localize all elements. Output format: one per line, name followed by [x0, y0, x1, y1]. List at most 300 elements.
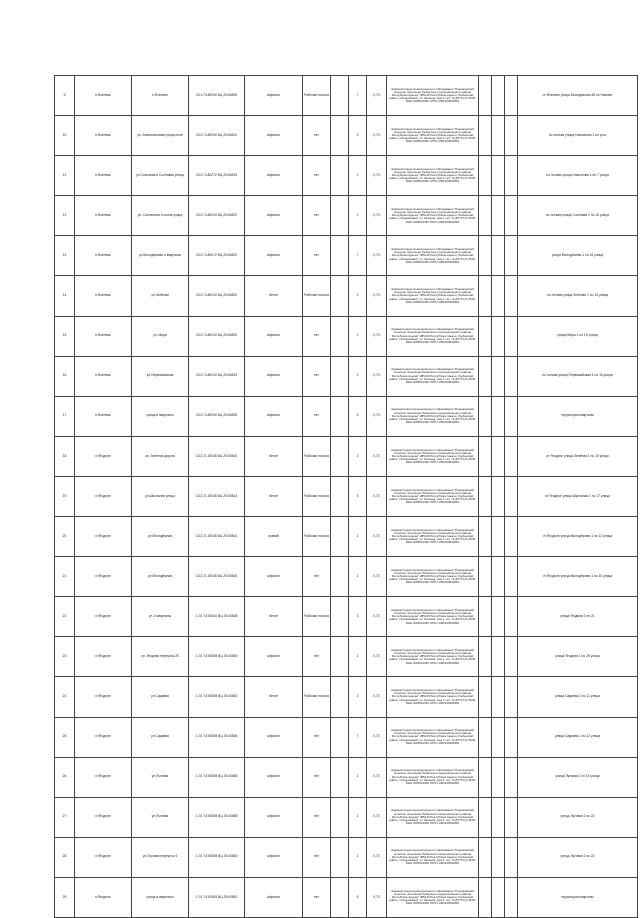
table-row [55, 837, 638, 877]
lanes-cell: 5 [349, 396, 367, 436]
location-cell: от Ягодное улица Зелёная 1 по 15 улица [518, 436, 638, 476]
location-cell: улица Садовая 1 по 22 улица [518, 717, 638, 757]
owner-cell: Администрация муниципального образования "Родниковский сельское поселение Рыбинского муниципального района Республики Адыгея" 385140 Республика Адыгея, Рыбинский район, п.Родниковый, ул. Зеленая, дом 1 тел.: 8-(87772) 9-45-81 ИНН 0105012345 ОГРН 1050100523581 [387, 276, 479, 316]
empty-cell [479, 797, 492, 837]
empty-cell [492, 517, 505, 557]
table-row [55, 436, 638, 476]
surface-cell: нет [303, 757, 331, 797]
owner-cell: Администрация муниципального образования "Родниковский сельское поселение Рыбинского муниципального района Республики Адыгея" 385140 Республика Адыгея, Рыбинский район, п.Родниковый, ул. Зеленая, дом 1 тел.: 8-(87772) 9-45-81 ИНН 0105012345 ОГРН 1050100523581 [387, 757, 479, 797]
table-row [55, 356, 638, 396]
road-category-cell: асфальт [245, 236, 303, 276]
empty-cell [505, 476, 518, 516]
empty-cell [331, 557, 349, 597]
settlement-cell: п.Ягодное [75, 837, 132, 877]
owner-cell: Администрация муниципального образования "Родниковский сельское поселение Рыбинского муниципального района Республики Адыгея" 385140 Республика Адыгея, Рыбинский район, п.Родниковый, ул. Зеленая, дом 1 тел.: 8-(87772) 9-45-81 ИНН 0105012345 ОГРН 1050100523581 [387, 717, 479, 757]
empty-cell [331, 396, 349, 436]
row-number: 19 [55, 476, 75, 516]
empty-cell [331, 517, 349, 557]
surface-cell: нет [303, 356, 331, 396]
empty-cell [492, 637, 505, 677]
location-cell: улица Луговая 1 по 15 улица [518, 757, 638, 797]
empty-cell [331, 116, 349, 156]
empty-cell [331, 797, 349, 837]
street-cell: ул.Сосновая и Сосновая улица [132, 156, 189, 196]
street-cell: ул. Солнечная и сосна улица [132, 196, 189, 236]
lanes-cell: 1 [349, 797, 367, 837]
location-cell: от Ягодное улица Молодёжная 1 по 12 улица [518, 517, 638, 557]
street-cell: ул.Луговая [132, 757, 189, 797]
cadastral-number-cell: С02:74:80040 ВЦ 25:00838 [189, 396, 245, 436]
lanes-cell: 3 [349, 116, 367, 156]
cadastral-number-cell: С 01 74:80045 ВЦ 25:00860 [189, 837, 245, 877]
empty-cell [505, 637, 518, 677]
empty-cell [331, 316, 349, 356]
lanes-cell: 1 [349, 196, 367, 236]
owner-cell: Администрация муниципального образования "Родниковский сельское поселение Рыбинского муниципального района Республики Адыгея" 385140 Республика Адыгея, Рыбинский район, п.Родниковый, ул. Зеленая, дом 1 тел.: 8-(87772) 9-45-81 ИНН 0105012345 ОГРН 1050100523581 [387, 156, 479, 196]
row-number: 28 [55, 837, 75, 877]
cadastral-number-cell: С02:71:20045 ВЦ 25:00844 [189, 517, 245, 557]
empty-cell [479, 436, 492, 476]
row-number: 25 [55, 717, 75, 757]
empty-cell [505, 677, 518, 717]
street-cell: ул.Первомайская [132, 356, 189, 396]
owner-cell: Администрация муниципального образования "Родниковский сельское поселение Рыбинского муниципального района Республики Адыгея" 385140 Республика Адыгея, Рыбинский район, п.Родниковый, ул. Зеленая, дом 1 тел.: 8-(87772) 9-45-81 ИНН 0105012345 ОГРН 1050100523581 [387, 436, 479, 476]
street-cell: ул.Молодёжная [132, 517, 189, 557]
lanes-cell: 1 [349, 316, 367, 356]
lanes-cell: 1 [349, 156, 367, 196]
row-number: 27 [55, 797, 75, 837]
surface-cell: Рабочая полоса [303, 76, 331, 116]
empty-cell [479, 597, 492, 637]
empty-cell [331, 637, 349, 677]
table-row [55, 597, 638, 637]
surface-cell: нет [303, 316, 331, 356]
owner-cell: Администрация муниципального образования "Родниковский сельское поселение Рыбинского муниципального района Республики Адыгея" 385140 Республика Адыгея, Рыбинский район, п.Родниковый, ул. Зеленая, дом 1 тел.: 8-(87772) 9-45-81 ИНН 0105012345 ОГРН 1050100523581 [387, 316, 479, 356]
lanes-cell: 5 [349, 877, 367, 917]
owner-cell: Администрация муниципального образования "Родниковский сельское поселение Рыбинского муниципального района Республики Адыгея" 385140 Республика Адыгея, Рыбинский район, п.Родниковый, ул. Зеленая, дом 1 тел.: 8-(87772) 9-45-81 ИНН 0105012345 ОГРН 1050100523581 [387, 76, 479, 116]
street-cell: ул.Молодёжная [132, 557, 189, 597]
road-category-cell: асфальт [245, 156, 303, 196]
lanes-cell: 1 [349, 757, 367, 797]
length-cell: 0,73 [367, 476, 387, 516]
empty-cell [492, 236, 505, 276]
road-category-cell: бетон [245, 677, 303, 717]
table-row [55, 877, 638, 917]
settlement-cell: п.Ягодное [75, 517, 132, 557]
row-number: 11 [55, 156, 75, 196]
owner-cell: Администрация муниципального образования "Родниковский сельское поселение Рыбинского муниципального района Республики Адыгея" 385140 Республика Адыгея, Рыбинский район, п.Родниковый, ул. Зеленая, дом 1 тел.: 8-(87772) 9-45-81 ИНН 0105012345 ОГРН 1050100523581 [387, 356, 479, 396]
road-category-cell: асфальт [245, 797, 303, 837]
lanes-cell: 1 [349, 637, 367, 677]
owner-cell: Администрация муниципального образования "Родниковский сельское поселение Рыбинского муниципального района Республики Адыгея" 385140 Республика Адыгея, Рыбинский район, п.Родниковый, ул. Зеленая, дом 1 тел.: 8-(87772) 9-45-81 ИНН 0105012345 ОГРН 1050100523581 [387, 677, 479, 717]
owner-cell: Администрация муниципального образования "Родниковский сельское поселение Рыбинского муниципального района Республики Адыгея" 385140 Республика Адыгея, Рыбинский район, п.Родниковый, ул. Зеленая, дом 1 тел.: 8-(87772) 9-45-81 ИНН 0105012345 ОГРН 1050100523581 [387, 837, 479, 877]
row-number: 13 [55, 236, 75, 276]
row-number: 20 [55, 517, 75, 557]
empty-cell [505, 116, 518, 156]
lanes-cell: 7 [349, 76, 367, 116]
surface-cell: нет [303, 396, 331, 436]
table-row [55, 677, 638, 717]
road-category-cell: бетон [245, 476, 303, 516]
length-cell: 0,73 [367, 196, 387, 236]
cadastral-number-cell: С02:71:20045 ВЦ 25:00846 [189, 557, 245, 597]
table-body [55, 76, 638, 918]
location-cell: улица Ягодная 1 по 21 [518, 597, 638, 637]
road-register-sheet [54, 75, 637, 918]
length-cell: 0,73 [367, 356, 387, 396]
location-cell: по лоткам улица Новоселки 1 по 7 улица [518, 156, 638, 196]
empty-cell [492, 717, 505, 757]
length-cell: 0,73 [367, 116, 387, 156]
empty-cell [492, 677, 505, 717]
cadastral-number-cell: С02:74:80010 ВЦ 25:00825 [189, 276, 245, 316]
empty-cell [505, 276, 518, 316]
road-category-cell: бетон [245, 597, 303, 637]
empty-cell [505, 236, 518, 276]
settlement-cell: п.Ясенево [75, 156, 132, 196]
empty-cell [331, 757, 349, 797]
row-number: 17 [55, 396, 75, 436]
empty-cell [331, 877, 349, 917]
length-cell: 0,73 [367, 797, 387, 837]
empty-cell [492, 757, 505, 797]
street-cell: ул.Садовая [132, 717, 189, 757]
owner-cell: Администрация муниципального образования "Родниковский сельское поселение Рыбинского муниципального района Республики Адыгея" 385140 Республика Адыгея, Рыбинский район, п.Родниковый, ул. Зеленая, дом 1 тел.: 8-(87772) 9-45-81 ИНН 0105012345 ОГРН 1050100523581 [387, 116, 479, 156]
settlement-cell: п.Ясенево [75, 76, 132, 116]
settlement-cell: п.Ягодное [75, 677, 132, 717]
empty-cell [505, 196, 518, 236]
empty-cell [331, 476, 349, 516]
location-cell: по лоткам улица Сосновая 1 по 15 улица [518, 196, 638, 236]
length-cell: 0,73 [367, 837, 387, 877]
length-cell: 0,73 [367, 757, 387, 797]
lanes-cell: 2 [349, 436, 367, 476]
owner-cell: Администрация муниципального образования "Родниковский сельское поселение Рыбинского муниципального района Республики Адыгея" 385140 Республика Адыгея, Рыбинский район, п.Родниковый, ул. Зеленая, дом 1 тел.: 8-(87772) 9-45-81 ИНН 0105012345 ОГРН 1050100523581 [387, 637, 479, 677]
surface-cell: нет [303, 637, 331, 677]
settlement-cell: п.Ясенево [75, 196, 132, 236]
empty-cell [331, 597, 349, 637]
surface-cell: Рабочая полоса [303, 677, 331, 717]
street-cell: ул.Луговая переулок 4 [132, 837, 189, 877]
cadastral-number-cell: С01:74:80040 ВЦ 25:00808 [189, 76, 245, 116]
settlement-cell: п.Ягодное [75, 717, 132, 757]
location-cell: улица Садовая 1 по 11 улица [518, 677, 638, 717]
owner-cell: Администрация муниципального образования "Родниковский сельское поселение Рыбинского муниципального района Республики Адыгея" 385140 Республика Адыгея, Рыбинский район, п.Родниковый, ул. Зеленая, дом 1 тел.: 8-(87772) 9-45-81 ИНН 0105012345 ОГРН 1050100523581 [387, 877, 479, 917]
owner-cell: Администрация муниципального образования "Родниковский сельское поселение Рыбинского муниципального района Республики Адыгея" 385140 Республика Адыгея, Рыбинский район, п.Родниковый, ул. Зеленая, дом 1 тел.: 8-(87772) 9-45-81 ИНН 0105012345 ОГРН 1050100523581 [387, 476, 479, 516]
empty-cell [505, 76, 518, 116]
cadastral-number-cell: С 01 74:80045 ВЦ 25:00856 [189, 757, 245, 797]
empty-cell [492, 116, 505, 156]
empty-cell [331, 76, 349, 116]
table-row [55, 76, 638, 116]
lanes-cell: 2 [349, 356, 367, 396]
empty-cell [331, 156, 349, 196]
table-row [55, 236, 638, 276]
empty-cell [492, 316, 505, 356]
surface-cell: нет [303, 877, 331, 917]
empty-cell [479, 677, 492, 717]
lanes-cell: 2 [349, 276, 367, 316]
empty-cell [331, 677, 349, 717]
road-category-cell: бетон [245, 436, 303, 476]
owner-cell: Администрация муниципального образования "Родниковский сельское поселение Рыбинского муниципального района Республики Адыгея" 385140 Республика Адыгея, Рыбинский район, п.Родниковый, ул. Зеленая, дом 1 тел.: 8-(87772) 9-45-81 ИНН 0105012345 ОГРН 1050100523581 [387, 396, 479, 436]
owner-cell: Администрация муниципального образования "Родниковский сельское поселение Рыбинского муниципального района Республики Адыгея" 385140 Республика Адыгея, Рыбинский район, п.Родниковый, ул. Зеленая, дом 1 тел.: 8-(87772) 9-45-81 ИНН 0105012345 ОГРН 1050100523581 [387, 196, 479, 236]
road-register-table [54, 75, 638, 918]
row-number: 15 [55, 316, 75, 356]
length-cell: 0,73 [367, 677, 387, 717]
location-cell: от Ягодное улица Молодёжная 1 по 20 улица [518, 557, 638, 597]
settlement-cell: п.Ягодное [75, 597, 132, 637]
table-row [55, 557, 638, 597]
settlement-cell: п.Ягодное [75, 797, 132, 837]
empty-cell [492, 156, 505, 196]
row-number: 18 [55, 436, 75, 476]
empty-cell [331, 196, 349, 236]
empty-cell [492, 276, 505, 316]
lanes-cell: 1 [349, 557, 367, 597]
empty-cell [492, 797, 505, 837]
table-row [55, 316, 638, 356]
settlement-cell: п.Ягодное [75, 436, 132, 476]
road-category-cell: асфальт [245, 877, 303, 917]
row-number: 16 [55, 356, 75, 396]
street-cell: улица и кварталы [132, 396, 189, 436]
road-category-cell: асфальт [245, 637, 303, 677]
empty-cell [505, 757, 518, 797]
owner-cell: Администрация муниципального образования "Родниковский сельское поселение Рыбинского муниципального района Республики Адыгея" 385140 Республика Адыгея, Рыбинский район, п.Родниковый, ул. Зеленая, дом 1 тел.: 8-(87772) 9-45-81 ИНН 0105012345 ОГРН 1050100523581 [387, 517, 479, 557]
empty-cell [492, 877, 505, 917]
empty-cell [492, 196, 505, 236]
settlement-cell: п.Ясенево [75, 116, 132, 156]
settlement-cell: п.Ясенево [75, 396, 132, 436]
empty-cell [492, 436, 505, 476]
cadastral-number-cell: С02:74:80072 ВЦ 25:00822 [189, 236, 245, 276]
location-cell: от Ясенево улица Молодежная 28 по Нижнее [518, 76, 638, 116]
row-number: 22 [55, 597, 75, 637]
table-row [55, 276, 638, 316]
empty-cell [505, 717, 518, 757]
table-row [55, 116, 638, 156]
surface-cell: Рабочая полоса [303, 436, 331, 476]
cadastral-number-cell: С 01 74:80010 ВЦ 25:00848 [189, 597, 245, 637]
location-cell: улица Мира 1 по 15 улица [518, 316, 638, 356]
cadastral-number-cell: С02:74:80010 ВЦ 25:00830 [189, 316, 245, 356]
row-number: 24 [55, 677, 75, 717]
surface-cell: нет [303, 196, 331, 236]
lanes-cell: 7 [349, 236, 367, 276]
street-cell: улица и кварталы [132, 877, 189, 917]
lanes-cell: 3 [349, 597, 367, 637]
surface-cell: нет [303, 797, 331, 837]
road-category-cell: бетон [245, 276, 303, 316]
length-cell: 0,73 [367, 877, 387, 917]
settlement-cell: п.Ягодное [75, 557, 132, 597]
owner-cell: Администрация муниципального образования "Родниковский сельское поселение Рыбинского муниципального района Республики Адыгея" 385140 Республика Адыгея, Рыбинский район, п.Родниковый, ул. Зеленая, дом 1 тел.: 8-(87772) 9-45-81 ИНН 0105012345 ОГРН 1050100523581 [387, 236, 479, 276]
empty-cell [492, 76, 505, 116]
empty-cell [479, 717, 492, 757]
street-cell: ул.Молодёжная и кварталы [132, 236, 189, 276]
empty-cell [505, 316, 518, 356]
settlement-cell: п.Ягодное [75, 877, 132, 917]
empty-cell [505, 356, 518, 396]
surface-cell: Рабочая полоса [303, 597, 331, 637]
road-category-cell: асфальт [245, 396, 303, 436]
street-cell: ул. Зелёная дорога [132, 436, 189, 476]
cadastral-number-cell: С 01 74:80045 ВЦ 25:00854 [189, 717, 245, 757]
length-cell: 0,73 [367, 637, 387, 677]
cadastral-number-cell: С 01 74:80045 ВЦ 25:00852 [189, 677, 245, 717]
row-number: 21 [55, 557, 75, 597]
surface-cell: Рабочая полоса [303, 476, 331, 516]
length-cell: 0,73 [367, 717, 387, 757]
surface-cell: нет [303, 236, 331, 276]
length-cell: 0,73 [367, 517, 387, 557]
row-number: 9 [55, 76, 75, 116]
length-cell: 0,73 [367, 436, 387, 476]
road-category-cell: асфальт [245, 316, 303, 356]
empty-cell [331, 436, 349, 476]
empty-cell [331, 356, 349, 396]
empty-cell [492, 597, 505, 637]
location-cell: улица Луговая 1 по 22 [518, 797, 638, 837]
empty-cell [479, 517, 492, 557]
surface-cell: нет [303, 717, 331, 757]
road-category-cell: асфальт [245, 837, 303, 877]
location-cell: по лоткам улица Новоселки 1 по угол [518, 116, 638, 156]
table-row [55, 717, 638, 757]
street-cell: ул.Зелёная [132, 276, 189, 316]
empty-cell [479, 476, 492, 516]
location-cell: по лоткам улица Зелёная 1 по 15 улица [518, 276, 638, 316]
street-cell: ул. Мира [132, 316, 189, 356]
empty-cell [479, 236, 492, 276]
empty-cell [479, 276, 492, 316]
empty-cell [505, 436, 518, 476]
settlement-cell: п.Ясенево [75, 276, 132, 316]
empty-cell [505, 557, 518, 597]
settlement-cell: п.Ягодное [75, 757, 132, 797]
table-row [55, 797, 638, 837]
table-row [55, 517, 638, 557]
length-cell: 0,73 [367, 396, 387, 436]
row-number: 12 [55, 196, 75, 236]
cadastral-number-cell: С02:74:80010 ВЦ 25:00833 [189, 356, 245, 396]
empty-cell [505, 877, 518, 917]
road-category-cell: асфальт [245, 557, 303, 597]
empty-cell [505, 797, 518, 837]
settlement-cell: п.Ягодное [75, 637, 132, 677]
settlement-cell: п.Ясенево [75, 316, 132, 356]
empty-cell [479, 76, 492, 116]
surface-cell: нет [303, 837, 331, 877]
location-cell: улица Ягодная 1 по 25 улица [518, 637, 638, 677]
cadastral-number-cell: С02:71:20045 ВЦ 25:00842 [189, 476, 245, 516]
empty-cell [505, 837, 518, 877]
length-cell: 0,73 [367, 597, 387, 637]
surface-cell: нет [303, 156, 331, 196]
cadastral-number-cell: С02:74:80040 ВЦ 25:00810 [189, 116, 245, 156]
row-number: 14 [55, 276, 75, 316]
length-cell: 0,73 [367, 156, 387, 196]
street-cell: ул. Апельсиновая улица поле [132, 116, 189, 156]
road-category-cell: асфальт [245, 116, 303, 156]
street-cell: ул.Садовая [132, 677, 189, 717]
empty-cell [331, 837, 349, 877]
table-row [55, 196, 638, 236]
road-category-cell: асфальт [245, 717, 303, 757]
owner-cell: Администрация муниципального образования "Родниковский сельское поселение Рыбинского муниципального района Республики Адыгея" 385140 Республика Адыгея, Рыбинский район, п.Родниковый, ул. Зеленая, дом 1 тел.: 8-(87772) 9-45-81 ИНН 0105012345 ОГРН 1050100523581 [387, 797, 479, 837]
location-cell: территория кварталы [518, 877, 638, 917]
location-cell: от Ягодное улица Школьная 1 по 17 улица [518, 476, 638, 516]
cadastral-number-cell: С 01 74:80045 ВЦ 25:00862 [189, 877, 245, 917]
table-row [55, 757, 638, 797]
empty-cell [492, 356, 505, 396]
empty-cell [492, 476, 505, 516]
lanes-cell: 1 [349, 517, 367, 557]
empty-cell [492, 837, 505, 877]
empty-cell [479, 316, 492, 356]
table-row [55, 637, 638, 677]
row-number: 10 [55, 116, 75, 156]
cadastral-number-cell: С02:74:80272 ВЦ 25:00815 [189, 156, 245, 196]
road-category-cell: асфальт [245, 196, 303, 236]
lanes-cell: 1 [349, 837, 367, 877]
cadastral-number-cell: С 01 74:80045 ВЦ 25:00858 [189, 797, 245, 837]
location-cell: территория кварталы [518, 396, 638, 436]
empty-cell [479, 557, 492, 597]
empty-cell [479, 196, 492, 236]
street-cell: ул.Школьная улица [132, 476, 189, 516]
road-category-cell: асфальт [245, 76, 303, 116]
lanes-cell: 7 [349, 717, 367, 757]
street-cell: ул. и кварталы [132, 597, 189, 637]
settlement-cell: п.Ясенево [75, 236, 132, 276]
surface-cell: Рабочая полоса [303, 517, 331, 557]
road-category-cell: асфальт [245, 356, 303, 396]
empty-cell [479, 637, 492, 677]
surface-cell: нет [303, 116, 331, 156]
length-cell: 0,73 [367, 316, 387, 356]
owner-cell: Администрация муниципального образования "Родниковский сельское поселение Рыбинского муниципального района Республики Адыгея" 385140 Республика Адыгея, Рыбинский район, п.Родниковый, ул. Зеленая, дом 1 тел.: 8-(87772) 9-45-81 ИНН 0105012345 ОГРН 1050100523581 [387, 557, 479, 597]
empty-cell [492, 557, 505, 597]
empty-cell [479, 757, 492, 797]
empty-cell [492, 396, 505, 436]
empty-cell [505, 396, 518, 436]
length-cell: 0,73 [367, 276, 387, 316]
location-cell: улица Луговая 1 по 22 [518, 837, 638, 877]
row-number: 26 [55, 757, 75, 797]
surface-cell: Рабочая полоса [303, 276, 331, 316]
empty-cell [505, 156, 518, 196]
row-number: 23 [55, 637, 75, 677]
length-cell: 0,73 [367, 76, 387, 116]
street-cell: ул.Луговая [132, 797, 189, 837]
empty-cell [479, 877, 492, 917]
road-category-cell: гравий [245, 517, 303, 557]
empty-cell [331, 236, 349, 276]
road-category-cell: асфальт [245, 757, 303, 797]
surface-cell: нет [303, 557, 331, 597]
empty-cell [479, 356, 492, 396]
settlement-cell: п.Ягодное [75, 476, 132, 516]
empty-cell [479, 837, 492, 877]
lanes-cell: 4 [349, 476, 367, 516]
empty-cell [331, 276, 349, 316]
row-number: 29 [55, 877, 75, 917]
length-cell: 0,73 [367, 236, 387, 276]
street-cell: ул. Ягодная переулок 25 [132, 637, 189, 677]
empty-cell [479, 396, 492, 436]
